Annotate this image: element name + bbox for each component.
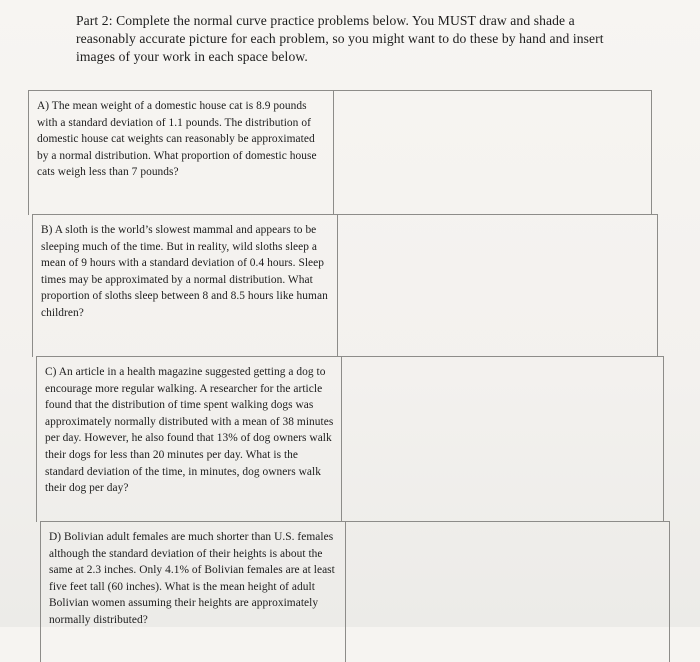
problem-cell-c: [36, 357, 342, 522]
problem-row-d: [40, 521, 670, 662]
answer-space-a[interactable]: [334, 91, 652, 215]
problem-cell-b: [32, 215, 338, 357]
instructions-heading: Part 2: Complete the normal curve practice problems below. You MUST draw and shade a reasonably accurate picture for each problem, so you might want to do these by hand and insert images of your work in each space below.: [76, 13, 604, 64]
problem-text-a: A) The mean weight of a domestic house cat is 8.9 pounds with a standard deviation of 1.1 pounds. The distribution of domestic house cat weights can reasonably be approximated by a normal distribution. What proportion of domestic house cats weigh less than 7 pounds?: [37, 100, 317, 179]
problems-table: [28, 90, 654, 650]
answer-space-d[interactable]: [346, 522, 670, 662]
problem-row-c: [36, 356, 664, 522]
problem-cell-a: [28, 91, 334, 215]
problem-row-b: [32, 214, 658, 357]
problem-text-c: C) An article in a health magazine suggested getting a dog to encourage more regular walking. A researcher for the article found that the distribution of time spent walking dogs was approximately normally distributed with a mean of 38 minutes per day. However, he also found that 13% of dog owners walk their dogs for less than 20 minutes per day. What is the standard deviation of the time, in minutes, dog owners walk their dog per day?: [45, 366, 334, 495]
problem-cell-d: [40, 522, 346, 662]
problem-row-a: [28, 90, 652, 215]
answer-space-b[interactable]: [338, 215, 658, 357]
problem-text-b: B) A sloth is the world’s slowest mammal and appears to be sleeping much of the time. But in reality, wild sloths sleep a mean of 9 hours with a standard deviation of 0.4 hours. Sleep times may be approximated by a normal distribution. What proportion of sloths sleep between 8 and 8.5 hours like human children?: [41, 224, 328, 319]
answer-space-c[interactable]: [342, 357, 664, 522]
problem-text-d: D) Bolivian adult females are much shorter than U.S. females although the standard deviation of their heights is about the same at 2.3 inches. Only 4.1% of Bolivian females are at least five feet tall (60 inches). What is the mean height of adult Bolivian women assuming their heights are approximately normally distributed?: [49, 531, 335, 626]
